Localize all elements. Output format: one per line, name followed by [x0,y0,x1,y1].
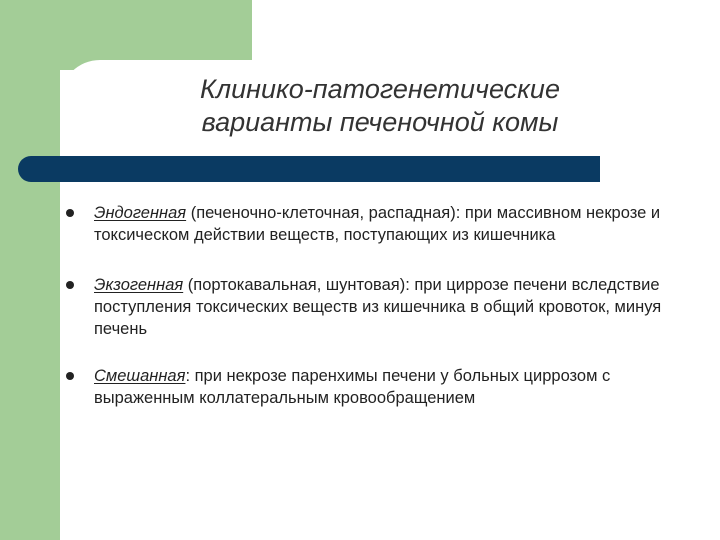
bullet-term: Смешанная [94,367,186,385]
bullet-item-endogenous [66,202,666,246]
decorative-green-left-strip [0,0,60,540]
bullet-item-mixed [66,365,666,409]
bullet-item-exogenous [66,274,666,340]
slide-title [100,73,660,139]
slide-title-line-2: варианты печеночной комы [201,107,559,137]
bullet-text: : при некрозе паренхимы печени у больных циррозом с выраженным коллатеральным кровообращением [94,367,611,407]
title-divider-bar [18,156,600,182]
bullet-text: (печеночно-клеточная, распадная): при массивном некрозе и токсическом действии веществ, поступающих из кишечника [94,204,661,244]
bullet-term: Эндогенная [94,204,187,222]
bullet-dot-icon [66,372,74,380]
bullet-term: Экзогенная [94,276,184,294]
bullet-list [66,202,666,437]
slide-title-line-1: Клинико-патогенетические [200,74,560,104]
bullet-text: (портокавальная, шунтовая): при циррозе печени вследствие поступления токсических веществ из кишечника в общий кровоток, минуя печень [94,276,662,338]
bullet-dot-icon [66,281,74,289]
bullet-dot-icon [66,209,74,217]
